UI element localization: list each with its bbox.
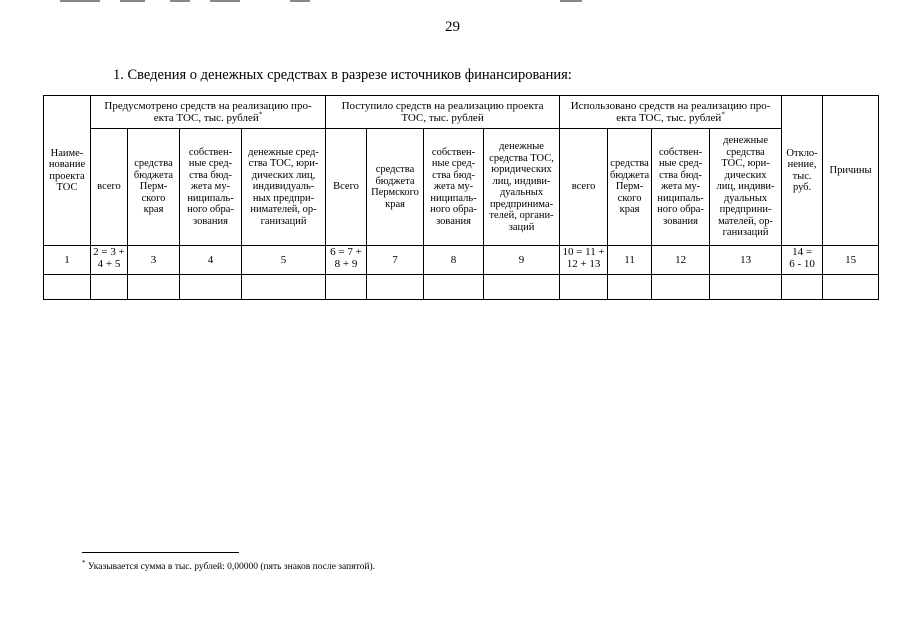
received-total-header: Всего xyxy=(326,129,367,246)
column-number: 4 xyxy=(180,246,242,275)
column-number: 3 xyxy=(128,246,180,275)
received-funds-header: Поступило средств на реализацию проекта ТОС, тыс. рублей xyxy=(326,96,560,129)
table-cell xyxy=(652,275,710,300)
column-number: 5 xyxy=(242,246,326,275)
table-cell xyxy=(608,275,652,300)
table-cell xyxy=(424,275,484,300)
table-cell xyxy=(484,275,560,300)
page-number: 29 xyxy=(445,19,460,35)
table-cell xyxy=(326,275,367,300)
used-total-header: всего xyxy=(560,129,608,246)
footnote-divider xyxy=(82,552,239,553)
column-number: 13 xyxy=(710,246,782,275)
column-number: 14 = 6 - 10 xyxy=(782,246,823,275)
table-cell xyxy=(560,275,608,300)
received-regional-budget-header: средства бюджета Пермского края xyxy=(367,129,424,246)
column-number-row xyxy=(44,246,879,275)
column-number: 15 xyxy=(823,246,879,275)
table-cell xyxy=(44,275,91,300)
deviation-header: Откло- нение, тыс. руб. xyxy=(782,96,823,246)
column-number: 9 xyxy=(484,246,560,275)
table-cell xyxy=(180,275,242,300)
used-funds-header: Использовано средств на реализацию про- екта ТОС, тыс. рублей* xyxy=(560,96,782,129)
funding-table xyxy=(43,95,879,300)
column-number: 11 xyxy=(608,246,652,275)
table-cell xyxy=(823,275,879,300)
planned-regional-budget-header: средства бюджета Перм- ского края xyxy=(128,129,180,246)
empty-data-row xyxy=(44,275,879,300)
planned-tos-funds-header: денежные сред- ства ТОС, юри- дических лиц, индивидуаль- ных предпри- нимателей, ор- ганизаций xyxy=(242,129,326,246)
received-municipal-budget-header: собствен- ные сред- ства бюд- жета му- ниципаль- ного обра- зования xyxy=(424,129,484,246)
column-number: 6 = 7 + 8 + 9 xyxy=(326,246,367,275)
reasons-header: Причины xyxy=(823,96,879,246)
used-municipal-budget-header: собствен- ные сред- ства бюд- жета му- ниципаль- ного обра- зования xyxy=(652,129,710,246)
used-tos-funds-header: денежные средства ТОС, юри- дических лиц, индиви- дуальных предприни- мателей, ор- ганизаций xyxy=(710,129,782,246)
column-number: 12 xyxy=(652,246,710,275)
column-number: 1 xyxy=(44,246,91,275)
table-cell xyxy=(128,275,180,300)
table-cell xyxy=(782,275,823,300)
group-header-row xyxy=(44,96,879,129)
planned-total-header: всего xyxy=(91,129,128,246)
used-regional-budget-header: средства бюджета Перм- ского края xyxy=(608,129,652,246)
sub-header-row xyxy=(44,129,879,246)
table-cell xyxy=(710,275,782,300)
section-title: 1. Сведения о денежных средствах в разрезе источников финансирования: xyxy=(113,67,572,83)
planned-municipal-budget-header: собствен- ные сред- ства бюд- жета му- ниципаль- ного обра- зования xyxy=(180,129,242,246)
received-tos-funds-header: денежные средства ТОС, юридических лиц, индиви- дуальных предпринима- телей, органи- заций xyxy=(484,129,560,246)
table-cell xyxy=(242,275,326,300)
table-cell xyxy=(367,275,424,300)
column-number: 7 xyxy=(367,246,424,275)
scan-edge-marks xyxy=(60,0,880,3)
planned-funds-header: Предусмотрено средств на реализацию про- екта ТОС, тыс. рублей* xyxy=(91,96,326,129)
col-project-name-header: Наиме- нование проекта ТОС xyxy=(44,96,91,246)
footnote: * Указывается сумма в тыс. рублей: 0,00000 (пять знаков после запятой). xyxy=(82,558,375,572)
table-cell xyxy=(91,275,128,300)
column-number: 8 xyxy=(424,246,484,275)
column-number: 10 = 11 + 12 + 13 xyxy=(560,246,608,275)
column-number: 2 = 3 + 4 + 5 xyxy=(91,246,128,275)
